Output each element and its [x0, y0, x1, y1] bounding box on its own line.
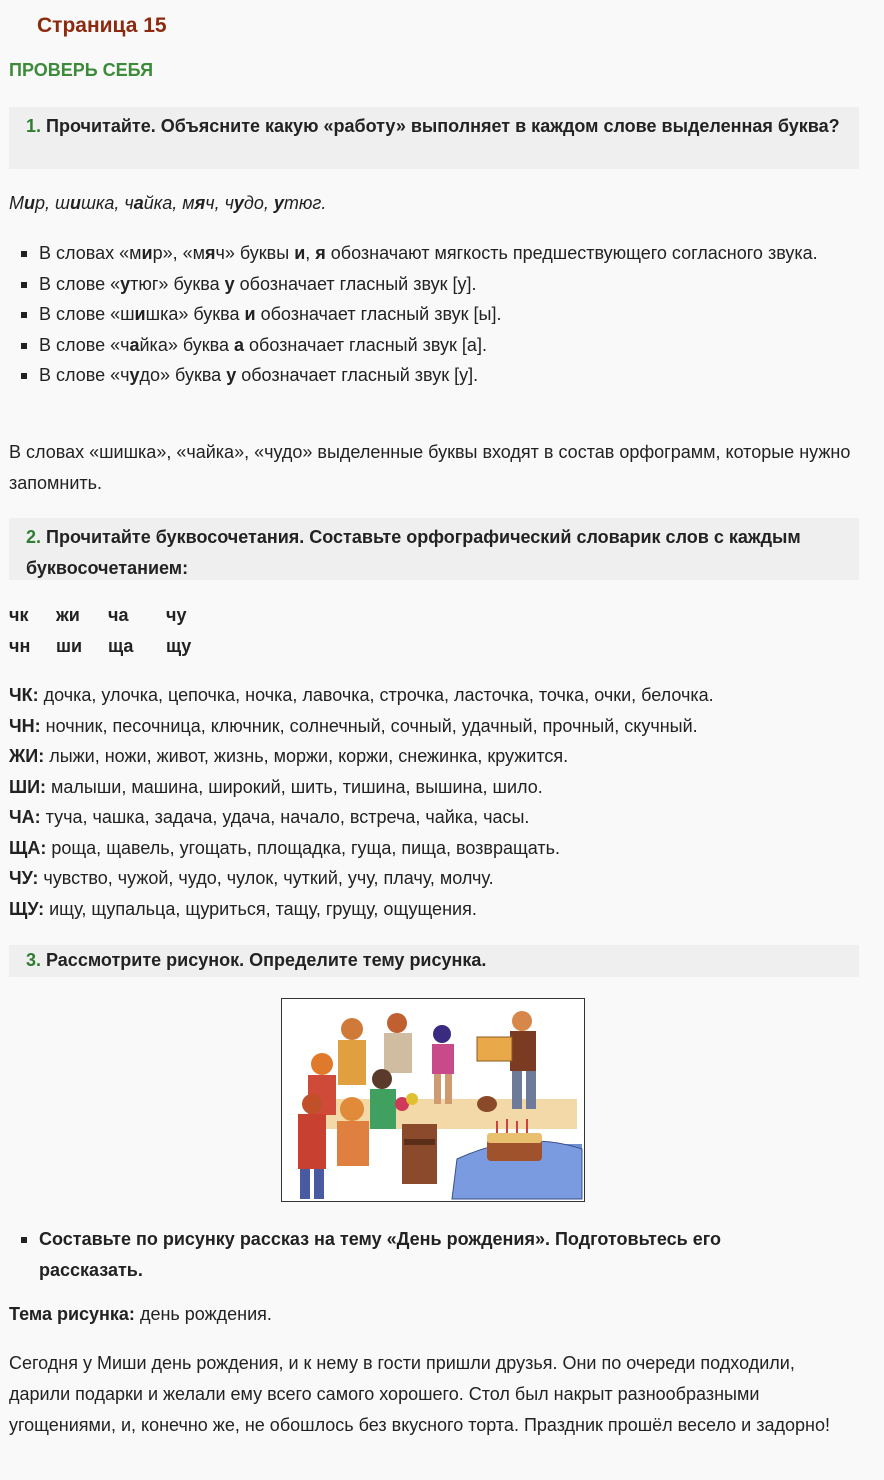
syllable: чу [166, 605, 187, 625]
syllable: чк [9, 605, 29, 625]
syllable: ши [56, 636, 83, 656]
task-3-number: 3. [26, 950, 42, 970]
list-item: В слове «чудо» буква у обозначает гласный звук [у]. [9, 360, 829, 391]
dictionary-row: ЧУ: чувство, чужой, чудо, чулок, чуткий, учу, плачу, молчу. [9, 868, 494, 888]
theme-label: Тема рисунка: [9, 1304, 135, 1324]
task-1-box [9, 107, 859, 169]
theme-line [9, 1299, 272, 1330]
birthday-illustration [281, 998, 585, 1202]
list-item: В слове «утюг» буква у обозначает гласный звук [у]. [9, 269, 829, 300]
dictionary [9, 680, 714, 924]
syllables-row-1 [9, 600, 186, 631]
task-1-conclusion: В словах «шишка», «чайка», «чудо» выделенные буквы входят в состав орфограмм, которые нужно запомнить. [9, 442, 851, 493]
task-3-bullet-list [9, 1224, 829, 1286]
task-2-number: 2. [26, 527, 42, 547]
task-1-answer-list [9, 238, 829, 391]
story-text: Сегодня у Миши день рождения, и к нему в гости пришли друзья. Они по очереди подходили, дарили подарки и желали ему всего самого хорошего. Стол был накрыт разнообразными угощениями, и, конечно же, не обошлось без вкусного торта. Праздник прошёл весело и задорно! [9, 1353, 830, 1435]
list-item: В словах «мир», «мяч» буквы и, я обозначают мягкость предшествующего согласного звука. [9, 238, 829, 269]
list-item: В слове «чайка» буква а обозначает гласный звук [а]. [9, 330, 829, 361]
word: мяч, [182, 193, 225, 213]
birthday-scene-image [282, 999, 584, 1201]
dictionary-row: ЧК: дочка, улочка, цепочка, ночка, лавочка, строчка, ласточка, точка, очки, белочка. [9, 685, 714, 705]
syllable: ща [108, 636, 134, 656]
task-2-box [9, 518, 859, 580]
task-1-words [9, 188, 326, 219]
task-3-text: Рассмотрите рисунок. Определите тему рисунка. [46, 950, 487, 970]
dictionary-row: ЖИ: лыжи, ножи, живот, жизнь, моржи, коржи, снежинка, кружится. [9, 746, 569, 766]
syllable: щу [166, 636, 192, 656]
word: Мир, [9, 193, 56, 213]
section-title: ПРОВЕРЬ СЕБЯ [9, 60, 154, 80]
task-2-text: Прочитайте буквосочетания. Составьте орфографический словарик слов с каждым буквосочетанием: [26, 527, 801, 578]
task-3-box [9, 945, 859, 977]
dictionary-row: ШИ: малыши, машина, широкий, шить, тишина, вышина, шило. [9, 776, 543, 797]
list-item: В слове «шишка» буква и обозначает гласный звук [ы]. [9, 299, 829, 330]
syllable: ча [108, 605, 129, 625]
dictionary-row: ЧА: туча, чашка, задача, удача, начало, встреча, чайка, часы. [9, 807, 530, 827]
syllable: чн [9, 636, 31, 656]
syllable: жи [56, 605, 80, 625]
dictionary-row: ЩА: роща, щавель, угощать, площадка, гуща, пища, возвращать. [9, 837, 561, 858]
task-1-text: Прочитайте. Объясните какую «работу» выполняет в каждом слове выделенная буква? [46, 116, 840, 136]
dictionary-row: ЧН: ночник, песочница, ключник, солнечный, сочный, удачный, прочный, скучный. [9, 715, 698, 736]
list-item: Составьте по рисунку рассказ на тему «День рождения». Подготовьтесь его рассказать. [9, 1224, 829, 1286]
task-1-number: 1. [26, 116, 42, 136]
syllables-row-2 [9, 631, 191, 662]
word: чайка, [124, 193, 183, 213]
word: шишка, [55, 193, 125, 213]
theme-value: день рождения. [134, 1304, 272, 1324]
dictionary-row: ЩУ: ищу, щупальца, щуриться, тащу, грущу, ощущения. [9, 898, 477, 919]
page-title: Страница 15 [37, 14, 167, 37]
word: чудо, [224, 193, 274, 213]
word: утюг. [273, 193, 327, 213]
